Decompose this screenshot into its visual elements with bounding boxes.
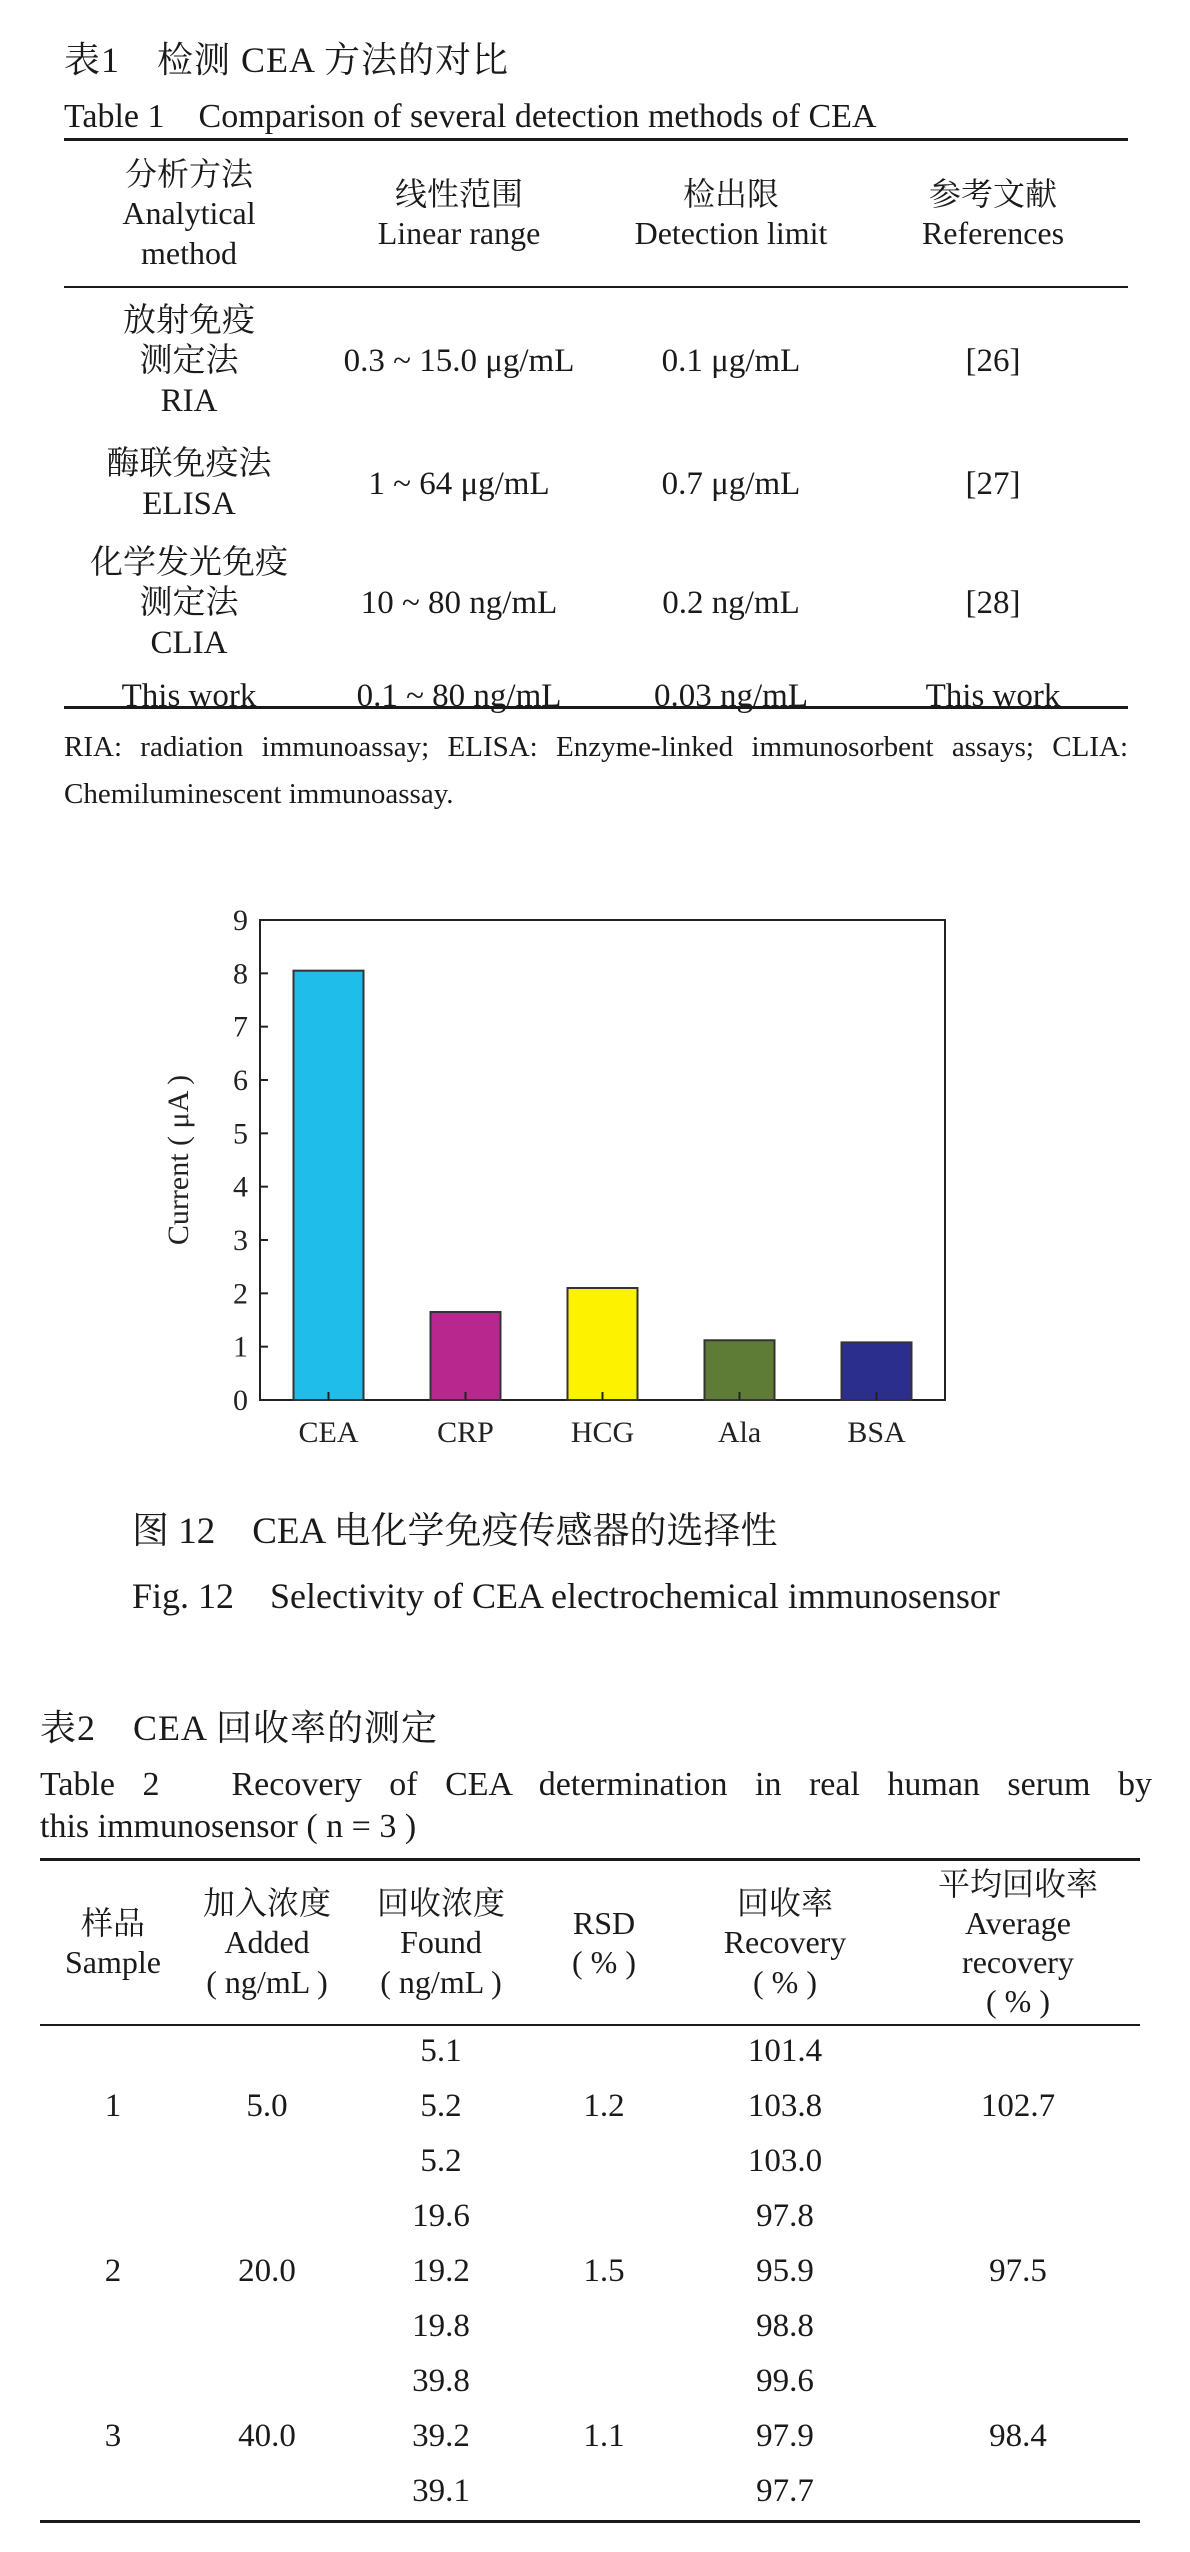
found-cell: 19.2 [412, 2253, 470, 2290]
table2-header-cell: 样品 Sample [65, 1904, 161, 1980]
selectivity-bar-chart [150, 900, 980, 1460]
ref-cell: [28] [965, 584, 1021, 621]
table2-header-row [40, 1862, 1140, 2024]
y-tick-label: 0 [233, 1384, 248, 1417]
recovery-cell: 103.8 [747, 2088, 823, 2125]
sample-cell: 1 [104, 2088, 122, 2125]
average-cell: 97.5 [989, 2253, 1047, 2290]
table-row [64, 674, 1128, 718]
sample-cell: 3 [104, 2418, 122, 2455]
bar-hcg [568, 1288, 638, 1400]
limit-cell: 0.7 μg/mL [661, 465, 801, 502]
rsd-cell: 1.2 [583, 2088, 625, 2125]
table1-header-cell: 参考文献 References [921, 175, 1065, 251]
y-tick-label: 6 [233, 1064, 248, 1097]
table-row [64, 532, 1128, 674]
method-cell: 放射免疫 测定法 RIA [123, 302, 255, 420]
y-tick-label: 5 [233, 1117, 248, 1151]
method-cell: This work [121, 677, 257, 714]
table1-header-cell: 检出限 Detection limit [634, 175, 828, 251]
y-tick-label: 2 [233, 1277, 248, 1311]
figure12-caption-cn: 图 12 CEA 电化学免疫传感器的选择性 [132, 1511, 778, 1552]
x-tick-label: CEA [298, 1416, 359, 1449]
table2-header-cell: RSD ( % ) [572, 1904, 636, 1980]
y-tick-label: 1 [233, 1330, 248, 1364]
table1-caption-cn: 表1 检测 CEA 方法的对比 [64, 40, 510, 80]
bar-bsa [842, 1342, 912, 1400]
table-row [40, 2354, 1140, 2409]
method-cell: 酶联免疫法 ELISA [106, 445, 272, 522]
x-tick-label: HCG [570, 1416, 635, 1449]
ref-cell: [27] [965, 465, 1021, 502]
table2-caption-en-line2: this immunosensor ( n = 3 ) [40, 1808, 417, 1845]
recovery-cell: 98.8 [756, 2308, 814, 2345]
table2-bottom-rule [40, 2520, 1140, 2523]
added-cell: 20.0 [238, 2253, 296, 2290]
figure12-caption-en: Fig. 12 Selectivity of CEA electrochemical immunosensor [132, 1576, 1000, 1616]
ref-cell: This work [925, 677, 1061, 714]
bar-crp [431, 1312, 501, 1400]
found-cell: 39.2 [412, 2418, 470, 2455]
table2 [40, 1862, 1140, 2519]
limit-cell: 0.1 μg/mL [661, 342, 801, 379]
x-tick-label: Ala [717, 1416, 762, 1449]
rsd-cell: 1.5 [583, 2253, 625, 2290]
table2-header-cell: 加入浓度 Added ( ng/mL ) [202, 1885, 331, 2000]
range-cell: 10 ~ 80 ng/mL [360, 584, 558, 621]
table1-header-cell: 线性范围 Linear range [377, 175, 541, 251]
y-tick-label: 9 [233, 904, 248, 937]
recovery-cell: 97.8 [756, 2198, 814, 2235]
x-tick-label: CRP [437, 1416, 494, 1449]
recovery-cell: 97.7 [756, 2473, 814, 2510]
average-cell: 102.7 [980, 2088, 1056, 2125]
found-cell: 19.8 [412, 2308, 470, 2345]
range-cell: 0.3 ~ 15.0 μg/mL [343, 342, 575, 379]
recovery-cell: 97.9 [756, 2418, 814, 2455]
table1-top-rule [64, 138, 1128, 141]
table-row [40, 2189, 1140, 2244]
added-cell: 40.0 [238, 2418, 296, 2455]
limit-cell: 0.03 ng/mL [654, 677, 808, 714]
table1-note: RIA: radiation immunoassay; ELISA: Enzyme-linked immunosorbent assays; CLIA: Chemiluminescent immunoassay. [64, 731, 1128, 810]
table1 [64, 142, 1128, 718]
found-cell: 5.2 [420, 2088, 462, 2125]
table-row [40, 2024, 1140, 2079]
table2-header-cell: 回收浓度 Found ( ng/mL ) [376, 1885, 505, 2000]
table1-header-cell: 分析方法 Analytical method [122, 156, 256, 271]
y-tick-label: 7 [233, 1010, 248, 1044]
table1-header-row [64, 142, 1128, 286]
limit-cell: 0.2 ng/mL [662, 584, 800, 621]
rsd-cell: 1.1 [583, 2418, 625, 2455]
recovery-cell: 103.0 [747, 2143, 823, 2180]
method-cell: 化学发光免疫 测定法 CLIA [90, 544, 288, 662]
found-cell: 39.8 [412, 2363, 470, 2400]
found-cell: 19.6 [412, 2198, 470, 2235]
table-row [64, 286, 1128, 436]
table2-caption-cn: 表2 CEA 回收率的测定 [40, 1708, 439, 1748]
added-cell: 5.0 [246, 2088, 288, 2125]
bar-cea [294, 971, 364, 1400]
sample-cell: 2 [104, 2253, 122, 2290]
bar-ala [705, 1340, 775, 1400]
table1-caption-en: Table 1 Comparison of several detection methods of CEA [64, 98, 877, 135]
found-cell: 5.1 [420, 2033, 462, 2070]
range-cell: 0.1 ~ 80 ng/mL [356, 677, 562, 714]
y-tick-label: 3 [233, 1224, 248, 1257]
table2-header-cell: 平均回收率 Average recovery ( % ) [937, 1865, 1098, 2020]
recovery-cell: 101.4 [747, 2033, 823, 2070]
table-row [64, 436, 1128, 532]
y-tick-label: 8 [233, 957, 248, 991]
found-cell: 39.1 [412, 2473, 470, 2510]
table2-caption-en-line1: Table 2 Recovery of CEA determination in real human serum by [40, 1766, 1152, 1803]
table2-header-cell: 回收率 Recovery ( % ) [723, 1885, 847, 2000]
range-cell: 1 ~ 64 μg/mL [368, 465, 550, 502]
y-tick-label: 4 [233, 1170, 248, 1204]
average-cell: 98.4 [989, 2418, 1047, 2455]
y-axis-label: Current ( μA ) [162, 1074, 195, 1246]
table2-top-rule [40, 1858, 1140, 1861]
recovery-cell: 99.6 [756, 2363, 814, 2400]
ref-cell: [26] [965, 342, 1021, 379]
x-tick-label: BSA [847, 1416, 906, 1449]
found-cell: 5.2 [420, 2143, 462, 2180]
recovery-cell: 95.9 [756, 2253, 814, 2290]
